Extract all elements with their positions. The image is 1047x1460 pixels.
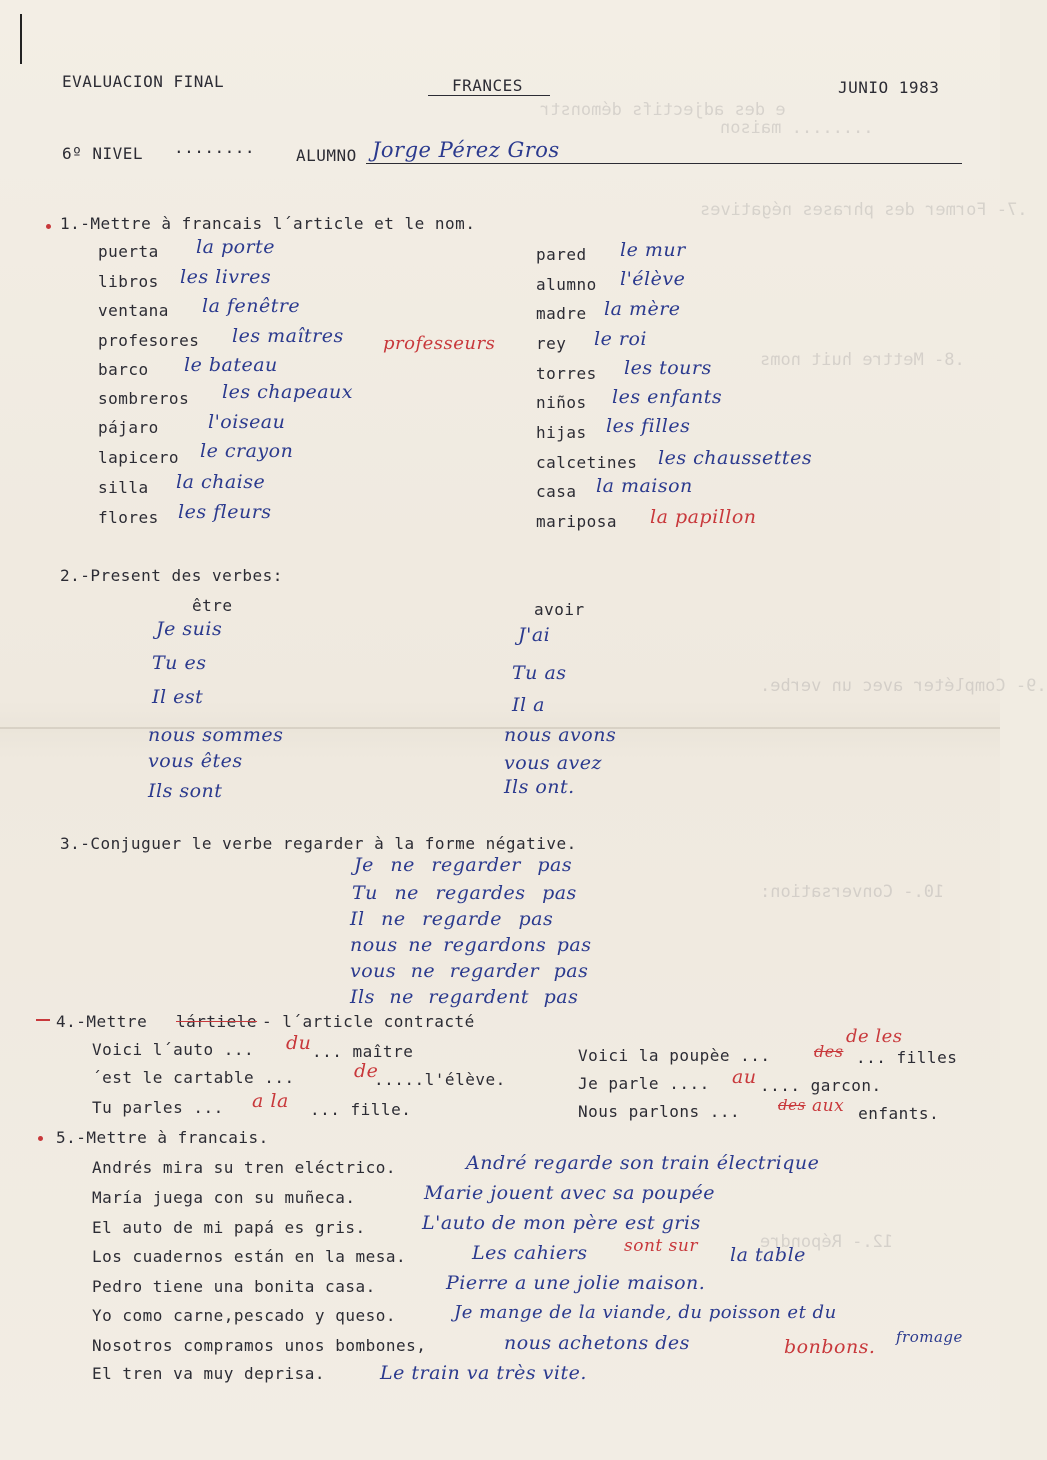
ex5-source: El auto de mi papá es gris.: [92, 1218, 366, 1237]
ex5-source: Andrés mira su tren eléctrico.: [92, 1158, 396, 1177]
ex4-title-rest: - l´article contracté: [262, 1012, 475, 1031]
ex3-line: Je ne regarder pas: [354, 854, 573, 876]
ex1-word: flores: [98, 508, 159, 527]
ex1-word: calcetines: [536, 453, 638, 472]
ex5-answer: Pierre a une jolie maison.: [446, 1272, 706, 1294]
ex3-line: Il ne regarde pas: [350, 908, 554, 930]
ex1-word: hijas: [536, 423, 587, 442]
ex5-source: Pedro tiene una bonita casa.: [92, 1277, 376, 1296]
ex1-answer: les maîtres: [232, 325, 344, 347]
margin-mark: [46, 224, 51, 229]
ex1-answer: les chapeaux: [222, 381, 354, 403]
ex5-answer: André regarde son train électrique: [466, 1152, 820, 1174]
ex4-answer: du: [286, 1032, 312, 1054]
ex4-item-start: Tu parles ...: [92, 1098, 224, 1117]
ex5-answer: Marie jouent avec sa poupée: [424, 1182, 716, 1204]
bleed-through: e des adjectifs démonstr: [540, 100, 786, 120]
ex5-answer: la table: [730, 1244, 806, 1266]
ex4-item-end: ... filles: [856, 1048, 958, 1067]
ex1-answer: la fenêtre: [202, 295, 301, 317]
ex5-answer: Le train va très vite.: [380, 1362, 587, 1384]
bleed-through: 10.- Conversation:: [760, 882, 945, 902]
ex1-answer: les enfants: [612, 386, 723, 408]
ex4-item-start: Voici l´auto ...: [92, 1040, 255, 1059]
etre-line: Il est: [152, 686, 204, 708]
ex1-word: niños: [536, 393, 587, 412]
ex1-word: profesores: [98, 331, 200, 350]
ex1-correction: professeurs: [383, 333, 496, 354]
etre-line: nous sommes: [148, 724, 284, 746]
ex1-answer: la porte: [196, 236, 276, 258]
ex3-line: nous ne regardons pas: [350, 934, 592, 956]
ex4-item-start: Nous parlons ...: [578, 1102, 741, 1121]
ex1-word: pájaro: [98, 418, 159, 437]
ex1-word: madre: [536, 304, 587, 323]
ex3-line: Tu ne regardes pas: [352, 882, 577, 904]
margin-mark: [38, 1136, 43, 1141]
ex1-answer: le roi: [594, 328, 647, 350]
ex5-answer: L'auto de mon père est gris: [422, 1212, 701, 1234]
ex1-answer: l'élève: [620, 268, 686, 290]
ex1-answer: la mère: [604, 298, 681, 320]
bleed-through: ........ maison: [720, 118, 874, 138]
avoir-line: vous avez: [504, 752, 603, 774]
ex1-answer: les fleurs: [178, 501, 272, 523]
ex5-answer: nous achetons des: [504, 1332, 690, 1354]
ex4-item-end: .....l'élève.: [374, 1070, 506, 1089]
ex4-answer-struck: des: [778, 1096, 806, 1114]
ex1-answer: les chaussettes: [658, 447, 813, 469]
etre-line: Tu es: [152, 652, 207, 674]
ex1-word: silla: [98, 478, 149, 497]
ex1-answer: les tours: [624, 357, 712, 379]
ex5-source: Yo como carne,pescado y queso.: [92, 1306, 396, 1325]
ex5-source: Los cuadernos están en la mesa.: [92, 1247, 407, 1266]
ex4-answer: a la: [252, 1090, 289, 1112]
ex3-title: 3.-Conjuguer le verbe regarder à la forme négative.: [60, 834, 577, 853]
ex4-correction: aux: [812, 1096, 845, 1116]
ex5-answer-extra: fromage: [896, 1328, 963, 1346]
avoir-line: Tu as: [512, 662, 567, 684]
ex5-source: El tren va muy deprisa.: [92, 1364, 326, 1383]
ex1-word: barco: [98, 360, 149, 379]
ex4-item-start: ´est le cartable ...: [92, 1068, 295, 1087]
ex4-item-start: Je parle ....: [578, 1074, 710, 1093]
ex1-title: 1.-Mettre à francais l´article et le nom.: [60, 214, 476, 233]
avoir-line: Il a: [512, 694, 545, 716]
ex1-answer: l'oiseau: [208, 411, 286, 433]
ex1-word: puerta: [98, 242, 159, 261]
ex4-answer: au: [732, 1066, 757, 1088]
ex1-word: sombreros: [98, 389, 190, 408]
avoir-label: avoir: [534, 600, 585, 619]
ex4-answer-struck: des: [814, 1042, 844, 1061]
ex1-word: ventana: [98, 301, 169, 320]
ex4-item-start: Voici la poupèe ...: [578, 1046, 771, 1065]
ex1-word: torres: [536, 364, 597, 383]
ex4-item-end: ... fille.: [310, 1100, 412, 1119]
ex4-title-prefix: 4.-Mettre: [56, 1012, 148, 1031]
subject-underline: [428, 95, 550, 96]
exam-title: EVALUACION FINAL: [62, 72, 225, 91]
bleed-through: .9- Compléter avec un verbe.: [760, 676, 1047, 696]
ex1-answer: la chaise: [176, 471, 266, 493]
ex1-answer: les livres: [180, 266, 272, 288]
bleed-through: .7- Former des phrases négatives: [700, 200, 1028, 220]
ex1-answer: les filles: [606, 415, 691, 437]
ex4-correction: de les: [846, 1026, 903, 1047]
subject-label: FRANCES: [452, 76, 523, 95]
ex4-item-end: enfants.: [848, 1104, 940, 1123]
ex1-answer: le mur: [620, 239, 686, 261]
ex5-answer: Je mange de la viande, du poisson et du: [454, 1302, 837, 1323]
bleed-through: .8- Mettre huit noms: [760, 350, 965, 370]
ex1-answer: la maison: [596, 475, 693, 497]
ex1-word: casa: [536, 482, 577, 501]
ex1-word: mariposa: [536, 512, 618, 531]
ex4-struck-word: lártiele: [176, 1012, 258, 1031]
ex1-answer: le bateau: [184, 354, 278, 376]
level-label: 6º NIVEL: [62, 144, 144, 163]
ex5-answer: Les cahiers: [472, 1242, 588, 1264]
ex1-word: pared: [536, 245, 587, 264]
avoir-line: J'ai: [518, 624, 551, 646]
ex1-answer-red: la papillon: [650, 506, 757, 528]
ex1-word: rey: [536, 334, 567, 353]
avoir-line: Ils ont.: [504, 776, 575, 798]
ex1-answer: le crayon: [200, 440, 294, 462]
student-name: Jorge Pérez Gros: [372, 138, 560, 162]
bleed-through: 12.- Répondre: [760, 1232, 894, 1252]
ex1-word: lapicero: [98, 448, 180, 467]
etre-line: vous êtes: [148, 750, 243, 772]
ex2-title: 2.-Present des verbes:: [60, 566, 283, 585]
ex4-answer: de: [354, 1060, 379, 1082]
ex5-correction: sont sur: [624, 1236, 698, 1256]
level-dots: ........: [174, 138, 256, 157]
ex5-source: Nosotros compramos unos bombones,: [92, 1336, 427, 1355]
student-underline: [366, 163, 962, 164]
margin-mark: [36, 1019, 50, 1021]
ex5-source: María juega con su muñeca.: [92, 1188, 356, 1207]
ex3-line: vous ne regarder pas: [350, 960, 589, 982]
ex4-item-end: ... maître: [312, 1042, 414, 1061]
ex1-word: alumno: [536, 275, 597, 294]
student-label: ALUMNO: [296, 146, 357, 165]
corner-mark: [20, 14, 22, 64]
etre-line: Je suis: [156, 618, 223, 640]
ex3-line: Ils ne regardent pas: [350, 986, 579, 1008]
exam-date: JUNIO 1983: [838, 78, 940, 97]
ex5-correction: bonbons.: [784, 1336, 876, 1358]
avoir-line: nous avons: [504, 724, 617, 746]
ex1-word: libros: [98, 272, 159, 291]
ex5-title: 5.-Mettre à francais.: [56, 1128, 269, 1147]
ex4-item-end: .... garcon.: [760, 1076, 882, 1095]
etre-label: être: [192, 596, 233, 615]
etre-line: Ils sont: [148, 780, 223, 802]
